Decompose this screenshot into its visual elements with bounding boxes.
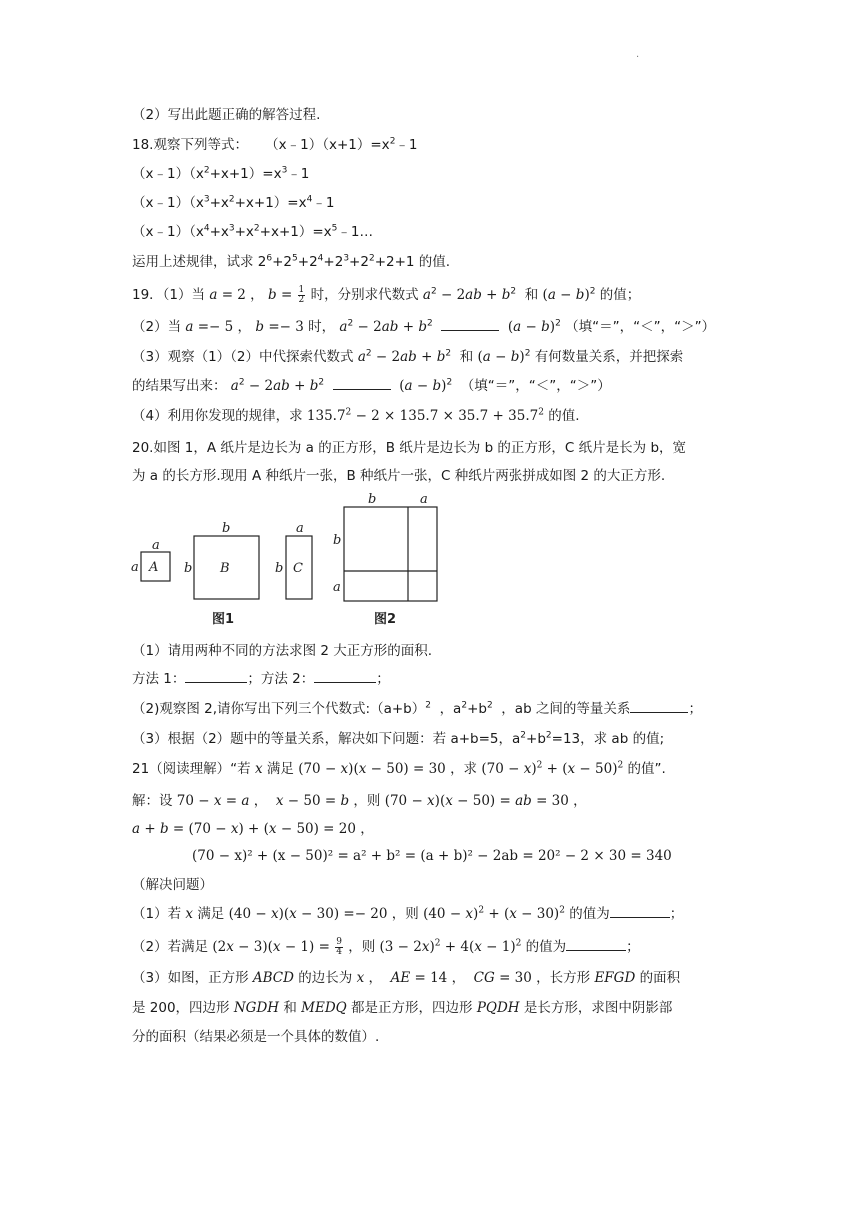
q18-ask: 运用上述规律，试求 $2^6+2^5+2^4+2^3+2^2+2+1$ 的值. [132, 253, 451, 270]
answer-blank[interactable] [441, 316, 499, 331]
q21-heading: （解决问题） [132, 877, 213, 893]
answer-blank[interactable] [185, 668, 247, 683]
label-fig2-a: a [420, 492, 428, 507]
figure-2-caption: 图2 [374, 612, 397, 627]
label-fig2-b: b [368, 492, 377, 507]
paper-figures [128, 488, 448, 628]
q21-solution-1: 解：设 70 − x = a ， x − 50 = b ，则 (70 − x)(x − 50) = ab = 30 ， [132, 793, 587, 809]
q21-line1: 21（阅读理解）“若 x 满足 (70 − x)(x − 50) = 30 ，求 $(70 - x)^2 + (x - 50)^2$ 的值”. [132, 760, 666, 777]
answer-blank[interactable] [566, 936, 626, 951]
q19-part3: （3）观察（1）（2）中代探索代数式 $a^2 - 2ab + b^2$ 和 $(a - b)^2$ 有何数量关系，并把探索 [132, 348, 684, 365]
label-b-top: b [222, 521, 231, 536]
q21-sub1: （1）若 x 满足 (40 − x)(x − 30) =− 20 ，则 $(40 - x)^2 + (x - 30)^2$ 的值为 ； [132, 903, 736, 925]
q20-methods: 方法 1： ；方法 2： ； [132, 668, 736, 690]
q21-sub3-line3: 分的面积（结果必须是一个具体的数值）. [132, 1029, 380, 1045]
figure-1-caption: 图1 [212, 612, 235, 627]
q21-sub2: （2）若满足 (2x − 3)(x − 1) = $\frac{9}{4}$ ，则 $(3 - 2x)^2 + 4(x - 1)^2$ 的值为 ； [132, 936, 640, 957]
q21-solution-2: a + b = (70 − x) + (x − 50) = 20 ， [132, 821, 374, 837]
q18-eq3: $(x﹣1)(x^3+x^2+x+1)=x^4﹣1$ [132, 194, 335, 211]
q19-part1: 19．（1）当 a = 2 ， b = $\frac{1}{2}$ 时，分别求代数式 $a^2 - 2ab + b^2$ 和 $(a - b)^2$ 的值； [132, 284, 641, 305]
q20-line2: 为 a 的长方形.现用 A 种纸片一张，B 种纸片一张，C 种纸片两张拼成如图 2 的大正方形. [132, 468, 666, 484]
q18-eq4: $(x﹣1)(x^4+x^3+x^2+x+1)=x^5﹣1\dots$ [132, 223, 373, 240]
label-c-top: a [296, 521, 304, 536]
q19-part4: （4）利用你发现的规律，求 $135.7^2 - 2 \times 135.7 \times 35.7 + 35.7^2$ 的值. [132, 407, 580, 424]
q21-sub3: （3）如图，正方形 ABCD 的边长为 x ， AE = 14 ， CG = 30 ，长方形 EFGD 的面积 [132, 970, 681, 986]
q18-title: 18.观察下列等式： $(x﹣1)(x+1)=x^2﹣1$ [132, 136, 418, 153]
label-b-center: B [220, 561, 230, 576]
label-fig2-side-a: a [333, 580, 341, 595]
q18-eq2: $(x﹣1)(x^2+x+1)=x^3﹣1$ [132, 165, 310, 182]
label-c-center: C [293, 561, 303, 576]
q19-part2: （2）当 a =− 5 ， b =− 3 时， $a^2 - 2ab + b^2$ $(a - b)^2$ （填“＝”，“＜”，“＞”） [132, 316, 736, 338]
q20-sub3: （3）根据（2）题中的等量关系，解决如下问题：若 a+b=5，$a^2+b^2=13$，求 ab 的值; [132, 730, 665, 747]
q21-main-equation: (70 − x)² + (x − 50)² = a² + b² = (a + b)² − 2ab = 20² − 2 × 30 = 340 [192, 848, 672, 864]
answer-blank[interactable] [610, 903, 670, 918]
label-b-side: b [184, 561, 193, 576]
q20-sub2: （2)观察图 2,请你写出下列三个代数式$:(a+b)^2$ ，$a^2+b^2$ ，ab 之间的等量关系 ； [132, 698, 736, 720]
q19-part3-cont: 的结果写出来： $a^2 - 2ab + b^2$ $(a - b)^2$ （填“＝”，“＜”，“＞”） [132, 375, 736, 397]
label-a-top: a [152, 538, 160, 553]
label-c-side: b [275, 561, 284, 576]
answer-blank[interactable] [314, 668, 376, 683]
label-a-side: a [131, 560, 139, 575]
page-mark: · [636, 52, 640, 63]
q20-sub1: （1）请用两种不同的方法求图 2 大正方形的面积. [132, 643, 433, 659]
answer-blank[interactable] [333, 375, 391, 390]
q20-line1: 20.如图 1，A 纸片是边长为 a 的正方形，B 纸片是边长为 b 的正方形，C 纸片是长为 b，宽 [132, 440, 687, 456]
q17-part2: （2）写出此题正确的解答过程. [132, 107, 321, 123]
label-a-center: A [149, 560, 159, 575]
label-fig2-side-b: b [333, 533, 342, 548]
answer-blank[interactable] [630, 698, 688, 713]
big-square [344, 507, 437, 601]
q21-sub3-line2: 是 200，四边形 NGDH 和 MEDQ 都是正方形，四边形 PQDH 是长方形，求图中阴影部 [132, 1000, 673, 1016]
